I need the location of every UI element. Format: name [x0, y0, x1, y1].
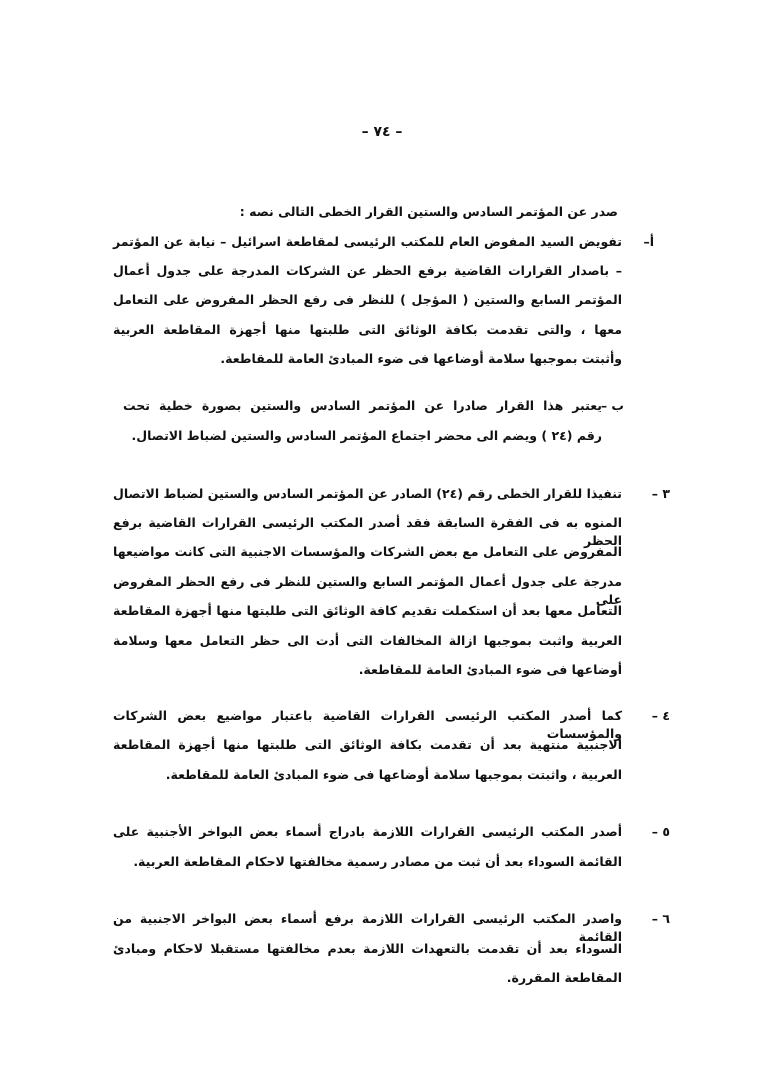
paragraph-line: القائمة السوداء بعد أن ثبت من مصادر رسمية مخالفتها لاحكام المقاطعة العربية.: [133, 854, 622, 869]
paragraph-marker: ٤ –: [651, 708, 670, 723]
paragraph-line: السوداء بعد أن تقدمت بالتعهدات اللازمة بعدم مخالفتها مستقبلا لاحكام ومبادئ: [113, 941, 622, 956]
paragraph-line: العربية واثبت بموجبها ازالة المخالفات التى أدت الى حظر التعامل معها وسلامة: [113, 633, 622, 648]
paragraph-line: العربية ، واثبتت بموجبها سلامة أوضاعها فى ضوء المبادئ العامة للمقاطعة.: [165, 767, 622, 782]
paragraph-marker: ب –: [600, 398, 624, 413]
page-number: – ٧٤ –: [361, 124, 403, 140]
paragraph-line: رقم (٢٤ ) ويضم الى محضر اجتماع المؤتمر السادس والستين لضباط الاتصال.: [131, 428, 602, 443]
paragraph-marker: ٣ –: [651, 486, 670, 501]
paragraph-marker: أ–: [643, 234, 654, 249]
paragraph-line: – باصدار القرارات القاضية برفع الحظر عن الشركات المدرجة على جدول أعمال: [113, 263, 622, 278]
paragraph-line: المؤتمر السابع والستين ( المؤجل ) للنظر فى رفع الحظر المفروض على التعامل: [113, 292, 622, 307]
paragraph-line: وأثبتت بموجبها سلامة أوضاعها فى ضوء المبادئ العامة للمقاطعة.: [220, 351, 622, 366]
paragraph-line: مدرجة على جدول أعمال المؤتمر السابع والستين للنظر فى رفع الحظر المفروض على: [113, 574, 622, 607]
paragraph-line: المفروض على التعامل مع بعض الشركات والمؤسسات الاجنبية التى كانت مواضيعها: [113, 544, 622, 559]
paragraph-line: تفويض السيد المفوض العام للمكتب الرئيسى لمقاطعة اسرائيل – نيابة عن المؤتمر: [113, 234, 622, 249]
paragraph-marker: ٥ –: [651, 824, 670, 839]
paragraph-line: واصدر المكتب الرئيسى القرارات اللازمة برفع أسماء بعض البواخر الاجنبية من القائمة: [113, 911, 622, 944]
paragraph-line: معها ، والتى تقدمت بكافة الوثائق التى طلبتها منها أجهزة المقاطعة العربية: [113, 322, 622, 337]
intro-line: صدر عن المؤتمر السادس والستين القرار الخطى التالى نصه :: [239, 204, 618, 219]
paragraph-line: تنفيذا للقرار الخطى رقم (٢٤) الصادر عن المؤتمر السادس والستين لضباط الاتصال: [113, 486, 622, 501]
paragraph-marker: ٦ –: [651, 911, 670, 926]
paragraph-line: الاجنبية منتهية بعد أن تقدمت بكافة الوثائق التى طلبتها منها أجهزة المقاطعة: [113, 737, 622, 752]
paragraph-line: يعتبر هذا القرار صادرا عن المؤتمر السادس والستين بصورة خطية تحت: [123, 398, 602, 413]
paragraph-line: أصدر المكتب الرئيسى القرارات اللازمة بادراج أسماء بعض البواخر الأجنبية على: [113, 824, 622, 839]
paragraph-line: التعامل معها بعد أن استكملت تقديم كافة الوثائق التى طلبتها منها أجهزة المقاطعة: [113, 603, 622, 618]
paragraph-line: المقاطعة المقررة.: [506, 970, 622, 985]
paragraph-line: كما أصدر المكتب الرئيسى القرارات القاضية باعتبار مواضيع بعض الشركات والمؤسسات: [113, 708, 622, 741]
paragraph-line: أوضاعها فى ضوء المبادئ العامة للمقاطعة.: [358, 662, 622, 677]
paragraph-line: المنوه به فى الفقرة السابقة فقد أصدر المكتب الرئيسى القرارات القاضية برفع الحظر: [113, 515, 622, 548]
